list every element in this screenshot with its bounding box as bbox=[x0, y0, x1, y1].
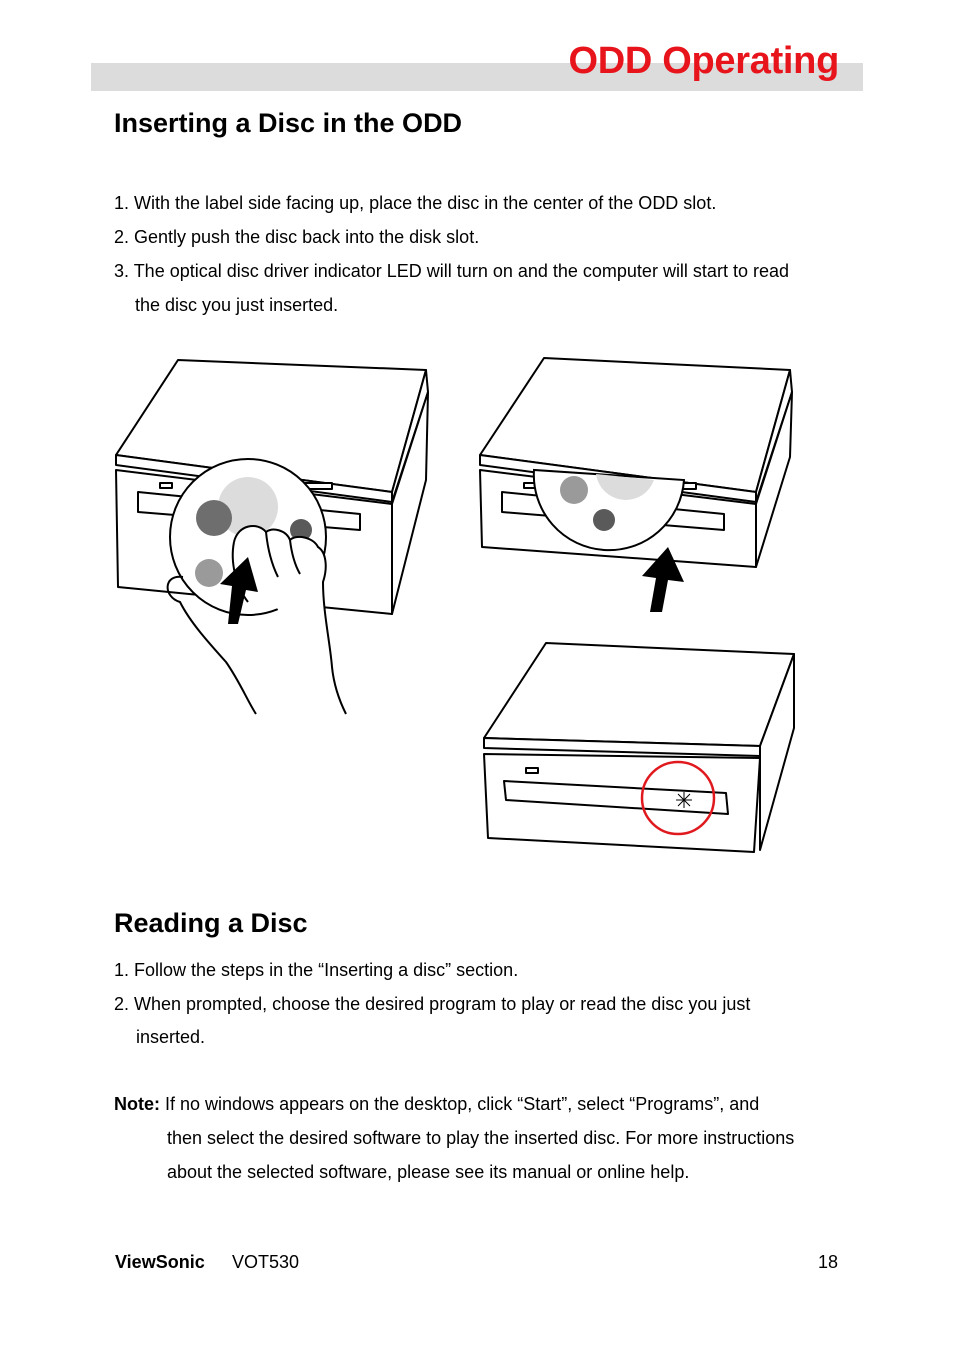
inserting-step-2: 2. Gently push the disc back into the disk slot. bbox=[114, 227, 480, 247]
chapter-title: ODD Operating bbox=[568, 40, 839, 82]
illustration-led-on bbox=[476, 638, 798, 858]
footer-brand: ViewSonic bbox=[115, 1252, 205, 1272]
section-heading-inserting: Inserting a Disc in the ODD bbox=[114, 108, 463, 138]
note-paragraph bbox=[114, 1094, 759, 1115]
footer-model: VOT530 bbox=[232, 1252, 300, 1272]
note-line-1: If no windows appears on the desktop, click “Start”, select “Programs”, and bbox=[165, 1094, 760, 1114]
led-indicator-icon bbox=[676, 792, 692, 808]
note-label: Note: bbox=[114, 1094, 160, 1114]
reading-step-2-continued: inserted. bbox=[136, 1027, 206, 1047]
inserting-step-3-continued: the disc you just inserted. bbox=[135, 295, 339, 315]
reading-step-2: 2. When prompted, choose the desired program to play or read the disc you just bbox=[114, 994, 751, 1014]
inserting-step-1: 1. With the label side facing up, place the disc in the center of the ODD slot. bbox=[114, 193, 717, 213]
illustration-insert-disc bbox=[108, 352, 438, 722]
footer-page-number: 18 bbox=[817, 1252, 838, 1272]
reading-step-1: 1. Follow the steps in the “Inserting a disc” section. bbox=[114, 960, 519, 980]
illustration-disc-pushed-in bbox=[472, 352, 798, 622]
note-line-3: about the selected software, please see its manual or online help. bbox=[167, 1162, 690, 1182]
note-line-2: then select the desired software to play the inserted disc. For more instructions bbox=[167, 1128, 795, 1148]
inserting-step-3: 3. The optical disc driver indicator LED will turn on and the computer will start to read bbox=[114, 261, 789, 281]
section-heading-reading: Reading a Disc bbox=[114, 908, 308, 938]
